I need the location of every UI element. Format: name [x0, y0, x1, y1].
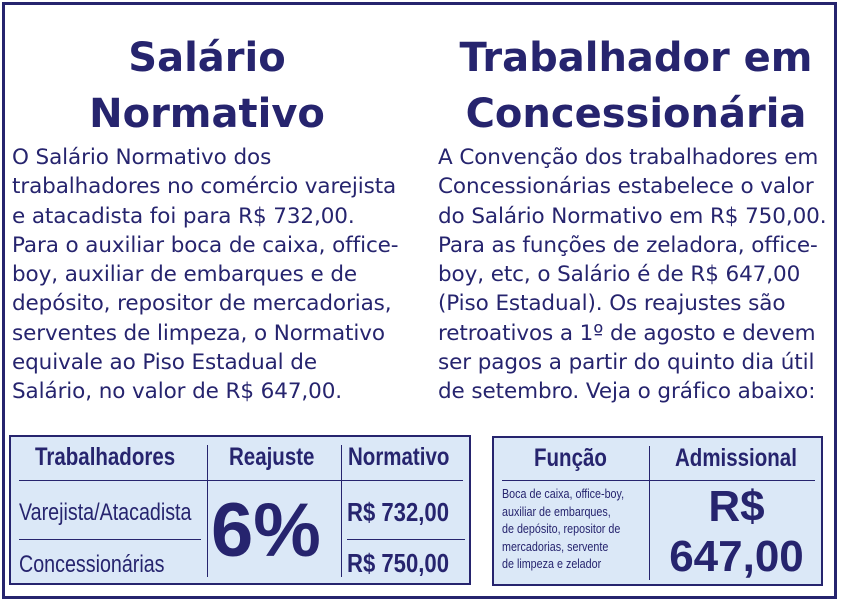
right-line: Concessionárias estabelece o valor — [438, 174, 814, 200]
funcao-line: de depósito, repositor de — [502, 522, 621, 537]
funcao-description — [502, 486, 644, 574]
row-worker-concessionarias: Concessionárias — [19, 551, 165, 578]
right-title — [436, 30, 836, 142]
admissional-table — [492, 436, 823, 586]
funcao-line: mercadorias, servente — [502, 539, 609, 554]
admissional-value: 647,00 — [669, 532, 804, 581]
right-title-line2: Concessionária — [465, 91, 807, 137]
left-line: Para o auxiliar boca de caixa, office- — [12, 232, 399, 258]
row-divider — [19, 539, 201, 540]
right-line: A Convenção dos trabalhadores em — [438, 145, 819, 170]
left-line: depósito, repositor de mercadorias, — [12, 291, 392, 317]
left-line: boy, auxiliar de embarques e de — [12, 262, 358, 288]
left-line: serventes de limpeza, o Normativo — [12, 320, 385, 346]
header-trabalhadores: Trabalhadores — [35, 443, 176, 471]
left-title-line2: Normativo — [89, 91, 325, 137]
header-divider — [502, 480, 815, 481]
right-line: boy, etc, o Salário é de R$ 647,00 — [438, 262, 801, 288]
left-line: equivale ao Piso Estadual de — [12, 350, 317, 376]
left-paragraph — [12, 143, 407, 407]
right-title-line1: Trabalhador em — [459, 35, 813, 81]
right-line: Para as funções de zeladora, office- — [438, 232, 818, 258]
header-divider — [19, 480, 463, 481]
left-title-line1: Salário — [128, 35, 286, 81]
column-divider — [341, 445, 342, 577]
right-line: do Salário Normativo em R$ 750,00. — [438, 203, 827, 229]
funcao-line: Boca de caixa, office-boy, — [502, 487, 625, 501]
row-worker-varejista: Varejista/Atacadista — [19, 499, 192, 526]
right-line: de setembro. Veja o gráfico abaixo: — [438, 379, 816, 405]
left-line: trabalhadores no comércio varejista — [12, 174, 397, 200]
right-line: ser pagos a partir do quinto dia útil — [438, 350, 815, 376]
funcao-line: auxiliar de embarques, — [502, 504, 611, 519]
column-divider — [207, 445, 208, 577]
right-line: (Piso Estadual). Os reajustes são — [438, 291, 786, 317]
right-line: retroativos a 1º de agosto e devem — [438, 320, 816, 346]
header-funcao: Função — [534, 444, 607, 472]
normativo-varejista: R$ 732,00 — [347, 497, 449, 527]
funcao-line: de limpeza e zelador — [502, 557, 602, 572]
right-paragraph — [438, 143, 833, 407]
header-normativo: Normativo — [348, 443, 450, 471]
left-title — [8, 30, 406, 142]
column-divider — [649, 446, 650, 580]
left-line: e atacadista foi para R$ 732,00. — [12, 203, 355, 229]
normativo-concessionarias: R$ 750,00 — [347, 548, 449, 578]
header-reajuste: Reajuste — [229, 443, 315, 471]
left-line: O Salário Normativo dos — [12, 145, 272, 170]
salary-table — [9, 435, 471, 585]
left-line: Salário, no valor de R$ 647,00. — [12, 379, 343, 405]
header-admissional: Admissional — [675, 444, 797, 472]
row-divider — [347, 539, 465, 540]
admissional-currency: R$ — [708, 482, 765, 531]
reajuste-value: 6% — [211, 488, 321, 573]
